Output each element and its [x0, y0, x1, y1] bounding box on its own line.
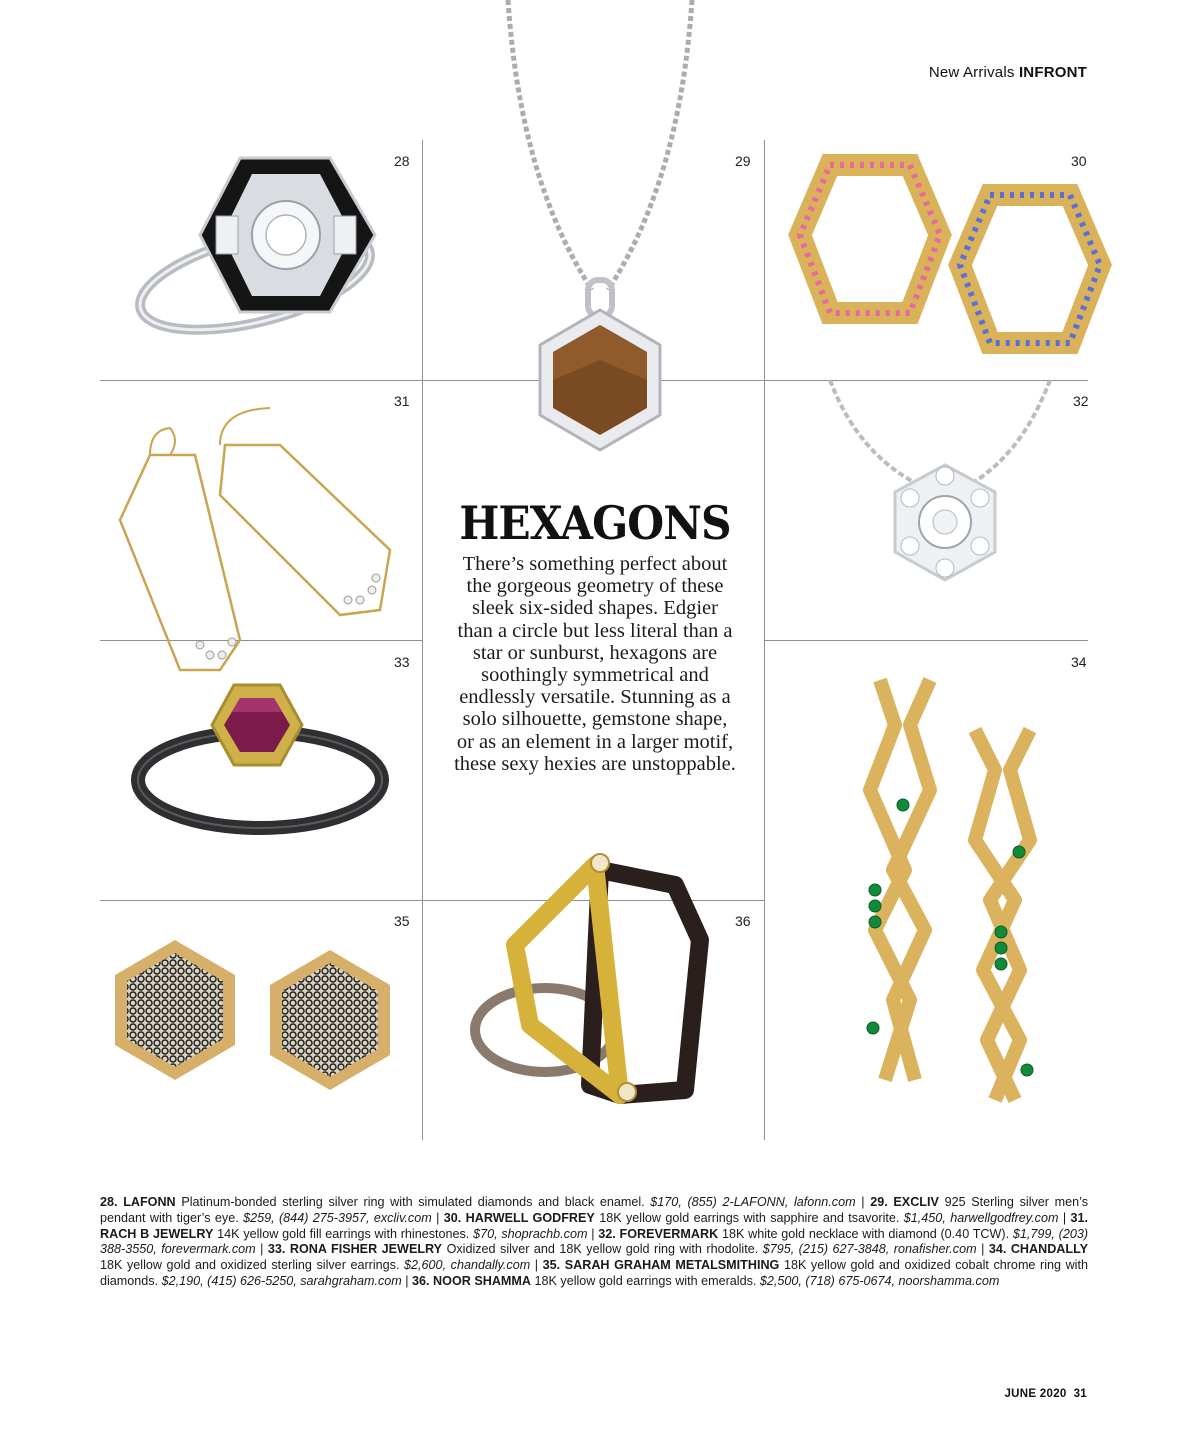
- item-number: 31: [394, 393, 410, 409]
- credit-description: 18K white gold necklace with diamond (0.40 TCW).: [721, 1226, 1010, 1241]
- credit-brand: 28.: [100, 1195, 118, 1209]
- credit-description: 18K yellow gold earrings with sapphire and tsavorite.: [599, 1210, 900, 1225]
- running-header: [929, 64, 1087, 81]
- credit-brand: 36.: [412, 1273, 430, 1288]
- credit-description: 18K yellow gold and oxidized sterling silver earrings.: [100, 1258, 400, 1273]
- necklace-icon: [820, 380, 1060, 610]
- item-number: 35: [394, 913, 410, 929]
- credit-info: $795, (215) 627-3848, ronafisher.com: [762, 1242, 977, 1257]
- credit-description: 18K yellow gold and oxidized cobalt chrome ring with diamonds.: [100, 1258, 1088, 1288]
- credit-description: 14K yellow gold fill earrings with rhinestones.: [217, 1226, 470, 1241]
- feature-intro: There’s something perfect about the gorgeous geometry of these sleek six-sided shapes. Edgier than a circle but less literal than a star or sunburst, hexagons are soothingly symmetrical and endlessly versatile. Stunning as a solo silhouette, gemstone shape, or as an element in a larger motif, these sexy hexies are unstoppable.: [454, 553, 736, 775]
- pendant-icon: [500, 0, 700, 500]
- credit-info: $170, (855) 2-LAFONN, lafonn.com: [650, 1195, 856, 1209]
- earrings-icon: [105, 935, 405, 1105]
- item-number: 36: [735, 913, 751, 929]
- credit-brand: 35.: [542, 1258, 561, 1273]
- credit-description: Platinum-bonded sterling silver ring with simulated diamonds and black enamel.: [181, 1195, 645, 1209]
- earrings-icon: [815, 670, 1075, 1140]
- credit-brand: 33.: [267, 1242, 286, 1257]
- credit-description: Oxidized silver and 18K yellow gold ring with rhodolite.: [446, 1242, 759, 1257]
- credit-brand: 29.: [870, 1195, 888, 1209]
- folio: [1004, 1388, 1087, 1400]
- credit-info: $1,450, harwellgodfrey.com: [903, 1210, 1059, 1225]
- credit-info: $1,799, (203) 388-3550, forevermark.com: [100, 1226, 1089, 1257]
- credit-description: 925 Sterling silver men’s pendant with tiger’s eye.: [100, 1195, 1089, 1225]
- credit-info: $259, (844) 275-3957, excliv.com: [243, 1210, 432, 1225]
- credit-brand: 34.: [988, 1242, 1007, 1257]
- credit-brand-name: HARWELL GODFREY: [465, 1210, 595, 1225]
- credit-brand-name: RACH B JEWELRY: [100, 1226, 214, 1241]
- credit-brand: 30.: [443, 1210, 462, 1225]
- item-number: 30: [1071, 153, 1087, 169]
- item-number: 28: [394, 153, 410, 169]
- item-number: 32: [1073, 393, 1089, 409]
- credit-brand-name: EXCLIV: [893, 1195, 939, 1209]
- feature-title: HEXAGONS: [459, 496, 731, 550]
- credit-brand: 32.: [598, 1226, 616, 1241]
- product-credits: 28. LAFONN Platinum-bonded sterling silver ring with simulated diamonds and black enamel. $170, (855) 2-LAFONN, lafonn.com | 29. EXCLIV 925 Sterling silver men’s pendant with tiger’s eye. $259, (844) 275-3957, excliv.com | 30. HARWELL GODFREY 18K yellow gold earrings with sapphire and tsavorite. $1,450, harwellgodfrey.com | 31. RACH B JEWELRY 14K yellow gold fill earrings with rhinestones. $70, shoprachb.com | 32. FOREVERMARK 18K white gold necklace with diamond (0.40 TCW). $1,799, (203) 388-3550, forevermark.com | 33. RONA FISHER JEWELRY Oxidized silver and 18K yellow gold ring with rhodolite. $795, (215) 627-3848, ronafisher.com | 34. CHANDALLY 18K yellow gold and oxidized sterling silver earrings. $2,600, chandally.com | 35. SARAH GRAHAM METALSMITHING 18K yellow gold and oxidized cobalt chrome ring with diamonds. $2,190, (415) 626-5250, sarahgraham.com | 36. NOOR SHAMMA 18K yellow gold earrings with emeralds. $2,500, (718) 675-0674, noorshamma.com: [100, 1195, 1089, 1288]
- page-number: 31: [1073, 1388, 1087, 1400]
- earrings-icon: [110, 400, 400, 690]
- credit-brand-name: NOOR SHAMMA: [433, 1273, 531, 1288]
- credit-brand: 31.: [1070, 1210, 1089, 1225]
- item-number: 33: [394, 654, 410, 670]
- grid-rule: [422, 140, 423, 1140]
- ring-icon: [470, 845, 710, 1115]
- item-number: 29: [735, 153, 751, 169]
- item-number: 34: [1071, 654, 1087, 670]
- earrings-icon: [790, 155, 1090, 355]
- grid-rule: [764, 640, 1088, 641]
- section-label: New Arrivals: [928, 64, 1015, 81]
- credit-brand-name: CHANDALLY: [1010, 1242, 1089, 1257]
- credit-brand-name: SARAH GRAHAM METALSMITHING: [564, 1258, 780, 1273]
- credit-brand-name: LAFONN: [123, 1195, 176, 1209]
- credit-brand-name: RONA FISHER JEWELRY: [289, 1242, 443, 1257]
- credit-info: $2,600, chandally.com: [404, 1258, 531, 1273]
- credit-info: $2,500, (718) 675-0674, noorshamma.com: [759, 1273, 1000, 1288]
- ring-icon: [130, 150, 400, 340]
- brand-label: INFRONT: [1018, 64, 1087, 81]
- ring-icon: [130, 680, 400, 860]
- credit-brand-name: FOREVERMARK: [619, 1226, 719, 1241]
- issue-date: JUNE 2020: [1004, 1388, 1067, 1400]
- credit-description: 18K yellow gold earrings with emeralds.: [534, 1273, 757, 1288]
- credit-info: $70, shoprachb.com: [473, 1226, 588, 1241]
- credit-info: $2,190, (415) 626-5250, sarahgraham.com: [161, 1273, 402, 1288]
